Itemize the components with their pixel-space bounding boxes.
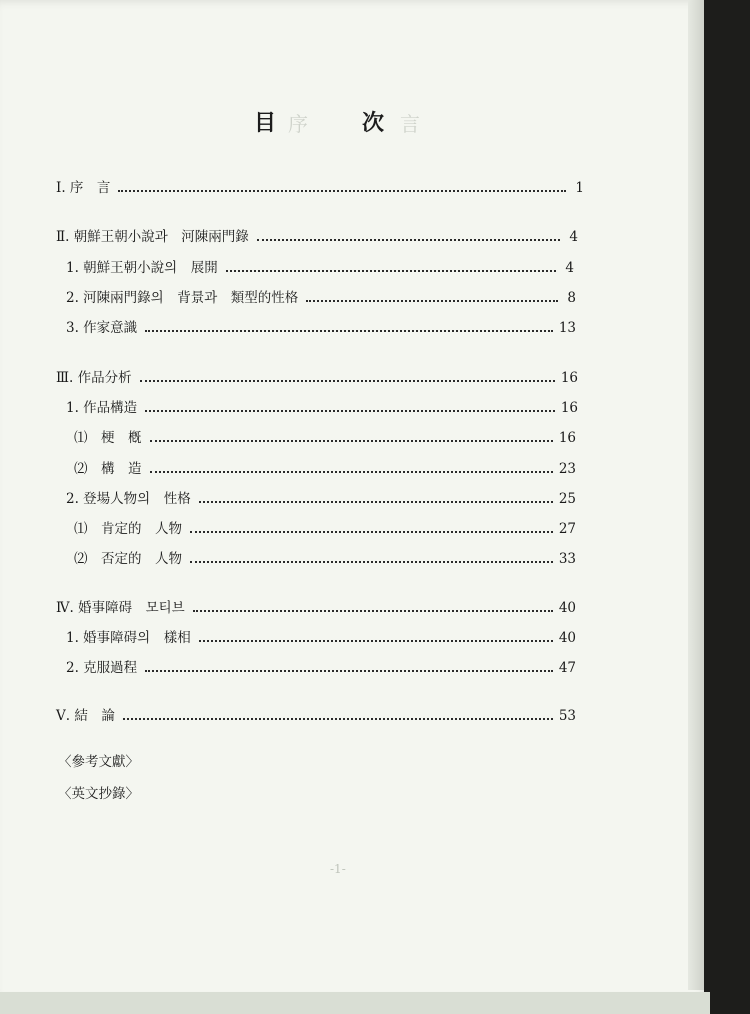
toc-row — [66, 258, 574, 278]
toc-label: 2. 克服過程 — [66, 660, 138, 676]
toc-label: 1. 婚事障碍의 樣相 — [66, 630, 191, 646]
leader-dots — [257, 238, 560, 241]
toc-label: Ⅱ. 朝鮮王朝小說과 河陳兩門錄 — [56, 229, 249, 245]
toc-row — [66, 658, 576, 678]
toc-row — [66, 628, 576, 648]
leader-dots — [193, 609, 553, 612]
toc-row — [56, 368, 578, 388]
bleed-through-char: 言 — [400, 112, 422, 136]
toc-page: 47 — [558, 660, 576, 676]
leader-dots — [150, 439, 553, 442]
leader-dots — [199, 500, 553, 503]
toc-label: 1. 作品構造 — [66, 400, 138, 416]
toc-row — [66, 318, 576, 338]
toc-row — [66, 398, 578, 418]
leader-dots — [199, 639, 553, 642]
toc-page: 16 — [560, 370, 578, 386]
leader-dots — [123, 717, 553, 720]
toc-label: Ⅲ. 作品分析 — [56, 370, 132, 386]
leader-dots — [306, 299, 558, 302]
toc-page: 1 — [575, 180, 584, 196]
toc-label: ⑵ 構 造 — [74, 461, 142, 477]
references-entry: 〈參考文獻〉 — [58, 754, 139, 770]
toc-label: ⑵ 否定的 人物 — [74, 551, 182, 567]
leader-dots — [145, 669, 553, 672]
toc-label: ⑴ 肯定的 人物 — [74, 521, 182, 537]
toc-label: Ⅳ. 婚事障碍 모티브 — [56, 600, 185, 616]
leader-dots — [190, 530, 553, 533]
toc-page: 25 — [558, 491, 576, 507]
bleed-through-char: 序 — [288, 112, 310, 136]
toc-label: 1. 朝鮮王朝小說의 展開 — [66, 260, 218, 276]
toc-page: 53 — [558, 708, 576, 724]
toc-page: 23 — [558, 461, 576, 477]
toc-label: Ⅰ. 序 言 — [56, 180, 111, 196]
toc-page: 13 — [558, 320, 576, 336]
page-number: -1- — [330, 862, 346, 876]
toc-label: ⑴ 梗 槪 — [74, 430, 142, 446]
toc-page: 8 — [567, 290, 576, 306]
toc-page: 16 — [558, 430, 576, 446]
title-char-1: 目 — [254, 110, 279, 136]
scan-background — [704, 0, 750, 1014]
leader-dots — [145, 329, 553, 332]
leader-dots — [118, 189, 566, 192]
english-abstract-entry: 〈英文抄錄〉 — [58, 786, 139, 802]
toc-row — [56, 178, 584, 198]
toc-page: 4 — [569, 229, 578, 245]
toc-page: 40 — [558, 630, 576, 646]
toc-row — [66, 288, 576, 308]
leader-dots — [150, 470, 553, 473]
leader-dots — [190, 560, 553, 563]
toc-page: 27 — [558, 521, 576, 537]
toc-row — [56, 227, 578, 247]
toc-page: 40 — [558, 600, 576, 616]
toc-label: Ⅴ. 結 論 — [56, 708, 115, 724]
title-char-2: 次 — [362, 110, 387, 136]
toc-page: 16 — [560, 400, 578, 416]
toc-row — [56, 598, 576, 618]
toc-page: 33 — [558, 551, 576, 567]
leader-dots — [145, 409, 555, 412]
toc-row — [56, 706, 576, 726]
toc-label: 2. 登場人物의 性格 — [66, 491, 191, 507]
toc-row — [74, 549, 576, 569]
toc-row — [74, 519, 576, 539]
toc-row — [74, 459, 576, 479]
toc-label: 2. 河陳兩門錄의 背景과 類型的性格 — [66, 290, 299, 306]
leader-dots — [140, 379, 555, 382]
toc-row — [66, 489, 576, 509]
toc-label: 3. 作家意識 — [66, 320, 138, 336]
toc-row — [74, 428, 576, 448]
toc-page: 4 — [565, 260, 574, 276]
leader-dots — [226, 269, 556, 272]
